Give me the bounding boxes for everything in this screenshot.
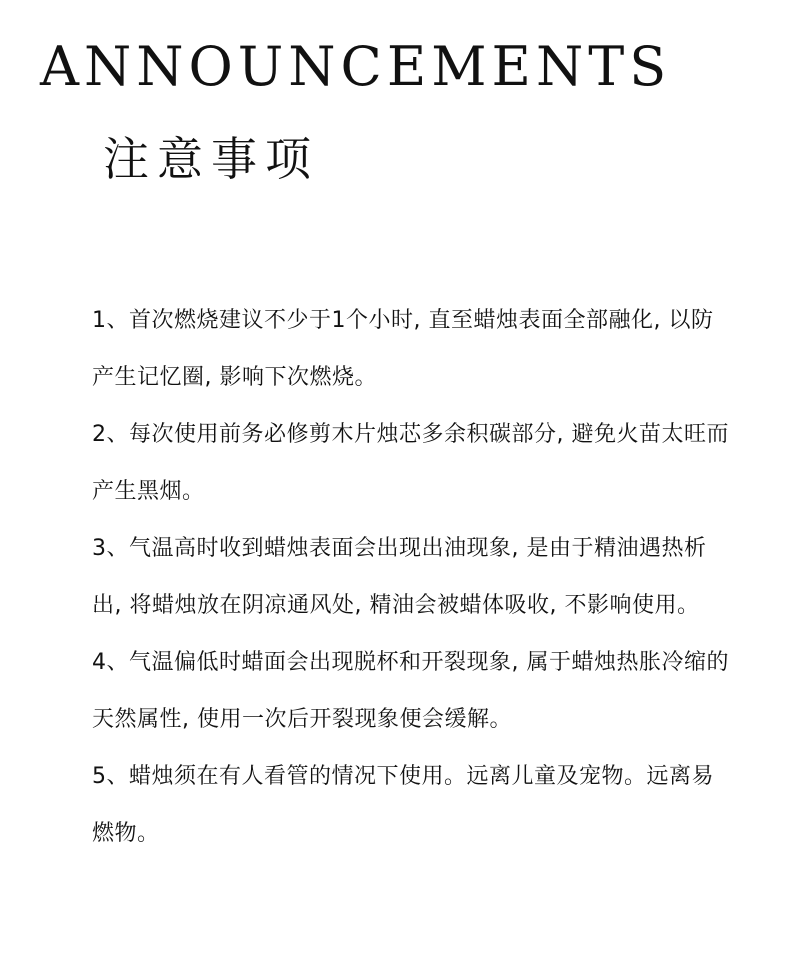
page-title-chinese: 注意事项 bbox=[103, 132, 319, 186]
note-item-4: 4、气温偏低时蜡面会出现脱杯和开裂现象, 属于蜡烛热胀冷缩的天然属性, 使用一次后开裂现象便会缓解。 bbox=[92, 650, 729, 732]
note-item-1: 1、首次燃烧建议不少于1个小时, 直至蜡烛表面全部融化, 以防产生记忆圈, 影响下次燃烧。 bbox=[92, 308, 714, 390]
notes-list bbox=[92, 292, 732, 862]
page-title-english: ANNOUNCEMENTS bbox=[40, 35, 672, 98]
note-item-3: 3、气温高时收到蜡烛表面会出现出油现象, 是由于精油遇热析出, 将蜡烛放在阴凉通风处, 精油会被蜡体吸收, 不影响使用。 bbox=[92, 536, 707, 618]
note-item-2: 2、每次使用前务必修剪木片烛芯多余积碳部分, 避免火苗太旺而产生黑烟。 bbox=[92, 422, 729, 504]
note-item-5: 5、蜡烛须在有人看管的情况下使用。远离儿童及宠物。远离易燃物。 bbox=[92, 764, 714, 846]
